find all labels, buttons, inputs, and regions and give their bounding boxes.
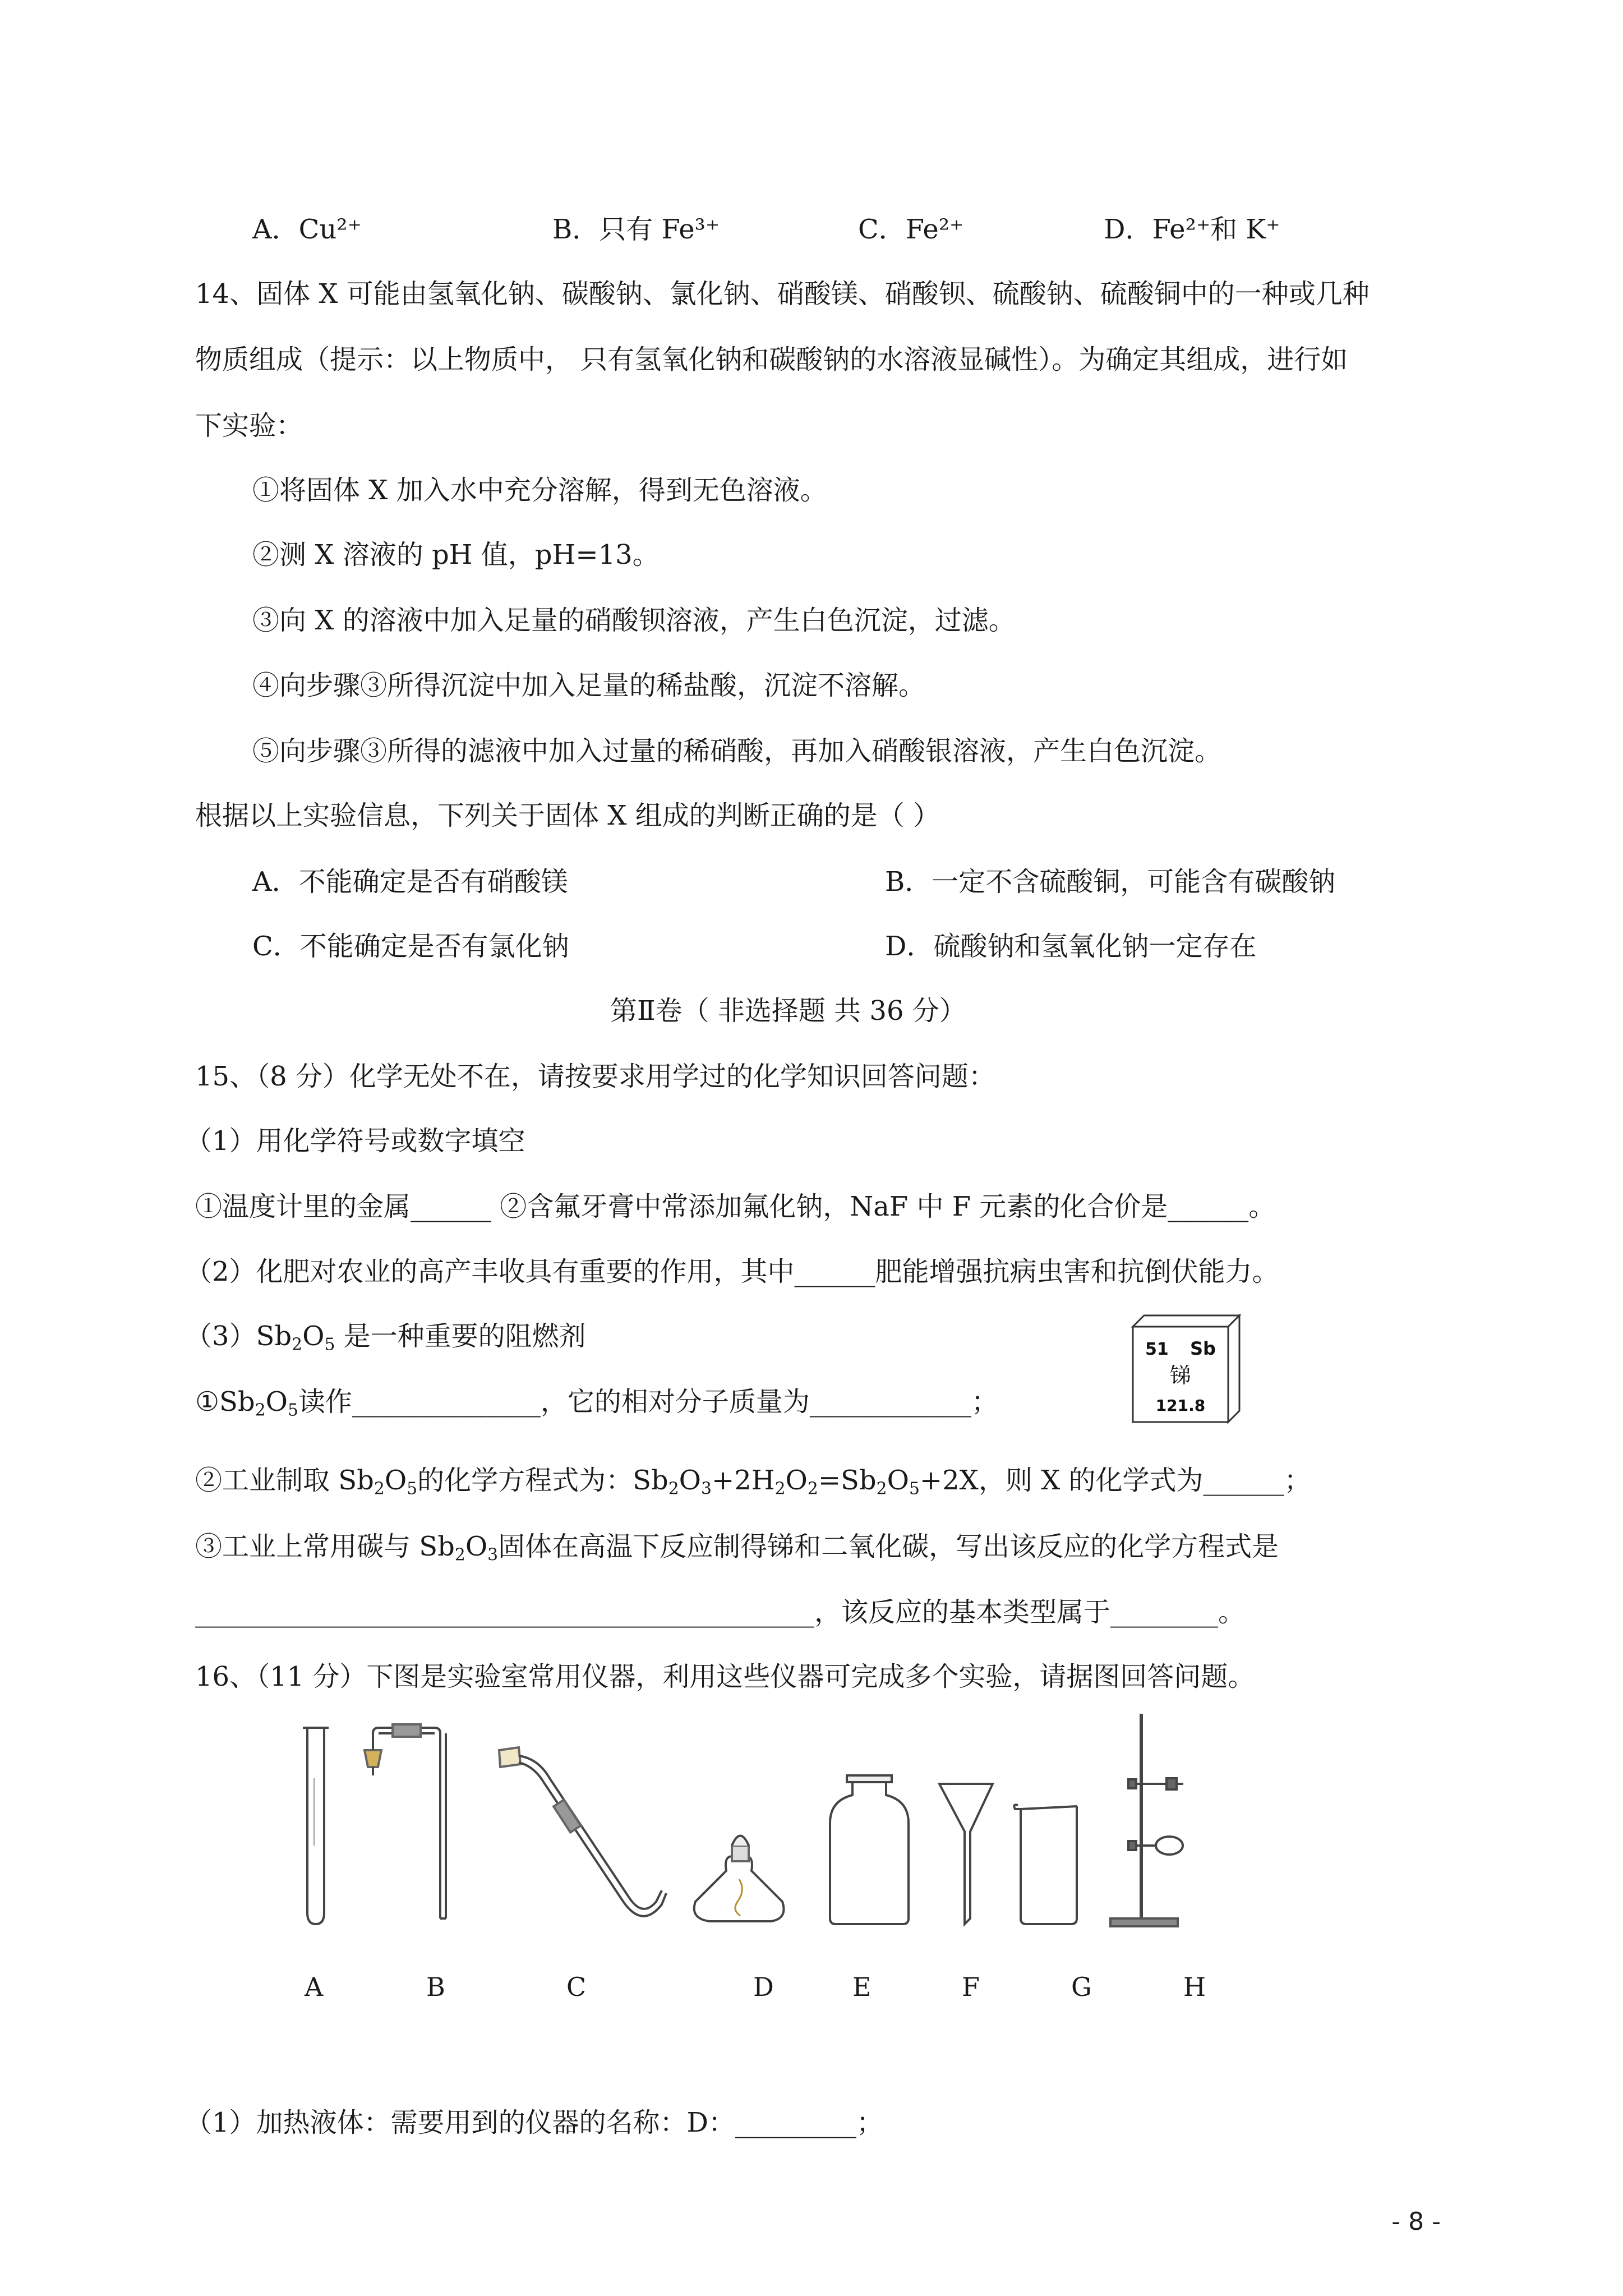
subscript: 5 — [407, 1479, 418, 1499]
q15-text: ③工业上常用碳与 Sb — [195, 1531, 455, 1562]
subscript: 2 — [454, 1545, 465, 1565]
q15-text: O — [265, 1386, 288, 1418]
subscript: 2 — [668, 1479, 679, 1499]
funnel-icon — [939, 1784, 993, 1924]
q15-part3-text: 是一种重要的阻燃剂 — [335, 1320, 586, 1352]
apparatus-label-g: G — [1071, 1972, 1092, 2002]
q15-text: ②工业制取 Sb — [195, 1465, 374, 1496]
q14-question: 根据以上实验信息，下列关于固体 X 组成的判断正确的是（ ） — [195, 800, 940, 831]
subscript: 2 — [876, 1479, 887, 1499]
q15-text: O — [679, 1465, 702, 1496]
element-name: 锑 — [1169, 1363, 1192, 1388]
q14-option-b: B．一定不含硫酸铜，可能含有碳酸钠 — [885, 866, 1336, 898]
q15-text: O — [465, 1531, 488, 1562]
q15-text: O — [785, 1465, 808, 1496]
atomic-number: 51 — [1145, 1340, 1169, 1359]
q15-text: 读作______________，它的相对分子质量为____________； — [298, 1386, 998, 1418]
q13-option-d: D．Fe²⁺和 K⁺ — [1104, 214, 1280, 245]
subscript: 5 — [324, 1335, 335, 1355]
q14-option-c: C．不能确定是否有氯化钠 — [252, 931, 569, 962]
page-number: - 8 - — [1391, 2207, 1441, 2236]
q15-part3-text: （3）Sb — [185, 1320, 292, 1352]
q16-stem: 16、（11 分）下图是实验室常用仪器，利用这些仪器可完成多个实验，请据图回答问题。 — [195, 1661, 1255, 1692]
beaker-icon — [1014, 1805, 1077, 1924]
q15-part1-items: ①温度计里的金属______ ②含氟牙膏中常添加氟化钠，NaF 中 F 元素的化合价是______。 — [195, 1191, 1276, 1222]
tile-side-face — [1228, 1315, 1239, 1422]
q13-option-b: B．只有 Fe³⁺ — [552, 214, 720, 245]
q15-part3-item1 — [195, 1388, 998, 1419]
subscript: 2 — [807, 1479, 818, 1499]
element-symbol: Sb — [1190, 1338, 1216, 1359]
q14-stem-line1: 14、固体 X 可能由氢氧化钠、碳酸钠、氯化钠、硝酸镁、硝酸钡、硫酸钠、硫酸铜中的一种或几种 — [195, 278, 1370, 310]
iron-stand-icon — [1110, 1714, 1183, 1926]
element-tile-antimony — [1127, 1310, 1245, 1428]
subscript: 2 — [255, 1400, 266, 1420]
q15-part3-item3-answer-line: ______________________________________________，该反应的基本类型属于________。 — [195, 1596, 1246, 1628]
q14-stem-line3: 下实验： — [195, 410, 303, 441]
q15-part3-item2 — [195, 1467, 1311, 1497]
atomic-mass: 121.8 — [1155, 1396, 1206, 1415]
apparatus-label-h: H — [1183, 1972, 1206, 2002]
q15-text: ①Sb — [195, 1386, 255, 1418]
tile-top-face — [1133, 1315, 1239, 1327]
q15-part2: （2）化肥对农业的高产丰收具有重要的作用，其中______肥能增强抗病虫害和抗倒伏能力。 — [185, 1256, 1279, 1287]
q16-part1: （1）加热液体：需要用到的仪器的名称：D：_________； — [185, 2107, 884, 2138]
subscript: 3 — [701, 1479, 712, 1499]
q15-text: +2H — [711, 1465, 775, 1496]
subscript: 2 — [374, 1479, 385, 1499]
q15-part3-text: O — [302, 1320, 325, 1352]
q14-step-1: ①将固体 X 加入水中充分溶解，得到无色溶液。 — [252, 475, 827, 506]
q15-text: 固体在高温下反应制得锑和二氧化碳，写出该反应的化学方程式是 — [498, 1531, 1279, 1562]
q14-option-d: D．硫酸钠和氢氧化钠一定存在 — [885, 931, 1257, 962]
stopper-delivery-tube-icon — [365, 1724, 446, 1918]
subscript: 5 — [287, 1400, 298, 1420]
apparatus-label-c: C — [566, 1972, 587, 2002]
q14-step-3: ③向 X 的溶液中加入足量的硝酸钡溶液，产生白色沉淀，过滤。 — [252, 605, 1016, 636]
section-2-title: 第Ⅱ卷（ 非选择题 共 36 分） — [610, 995, 966, 1027]
q14-stem-line2: 物质组成（提示：以上物质中， 只有氢氧化钠和碳酸钠的水溶液显碱性）。为确定其组成，进行如 — [195, 344, 1348, 375]
test-tube-icon — [303, 1728, 329, 1924]
q15-text: O — [384, 1465, 407, 1496]
q15-part3 — [185, 1320, 586, 1355]
bent-tube-icon — [499, 1747, 666, 1916]
q15-text: O — [887, 1465, 909, 1496]
subscript: 2 — [292, 1335, 303, 1355]
q15-part1: （1）用化学符号或数字填空 — [185, 1125, 525, 1157]
q14-step-5: ⑤向步骤③所得的滤液中加入过量的稀硝酸，再加入硝酸银溶液，产生白色沉淀。 — [252, 735, 1222, 767]
apparatus-label-f: F — [962, 1972, 980, 2002]
q14-option-a: A．不能确定是否有硝酸镁 — [252, 866, 568, 898]
apparatus-label-e: E — [852, 1972, 872, 2002]
q15-stem: 15、（8 分）化学无处不在，请按要求用学过的化学知识回答问题： — [195, 1061, 995, 1092]
q15-text: +2X，则 X 的化学式为______； — [919, 1465, 1311, 1496]
q14-step-4: ④向步骤③所得沉淀中加入足量的稀盐酸，沉淀不溶解。 — [252, 670, 926, 701]
q15-text: =Sb — [818, 1465, 877, 1496]
lab-apparatus-figure — [292, 1711, 1290, 1935]
alcohol-lamp-icon — [694, 1836, 784, 1922]
subscript: 2 — [774, 1479, 786, 1499]
q15-text: 的化学方程式为：Sb — [417, 1465, 668, 1496]
q15-part3-item3 — [195, 1533, 1279, 1563]
q14-step-2: ②测 X 溶液的 pH 值，pH=13。 — [252, 539, 660, 570]
subscript: 3 — [487, 1545, 499, 1565]
apparatus-label-b: B — [426, 1972, 445, 2002]
q13-option-c: C．Fe²⁺ — [858, 214, 964, 245]
apparatus-label-a: A — [305, 1972, 324, 2002]
apparatus-label-d: D — [753, 1972, 774, 2002]
subscript: 5 — [909, 1479, 920, 1499]
reagent-bottle-icon — [830, 1775, 909, 1924]
q13-option-a: A．Cu²⁺ — [252, 214, 362, 245]
